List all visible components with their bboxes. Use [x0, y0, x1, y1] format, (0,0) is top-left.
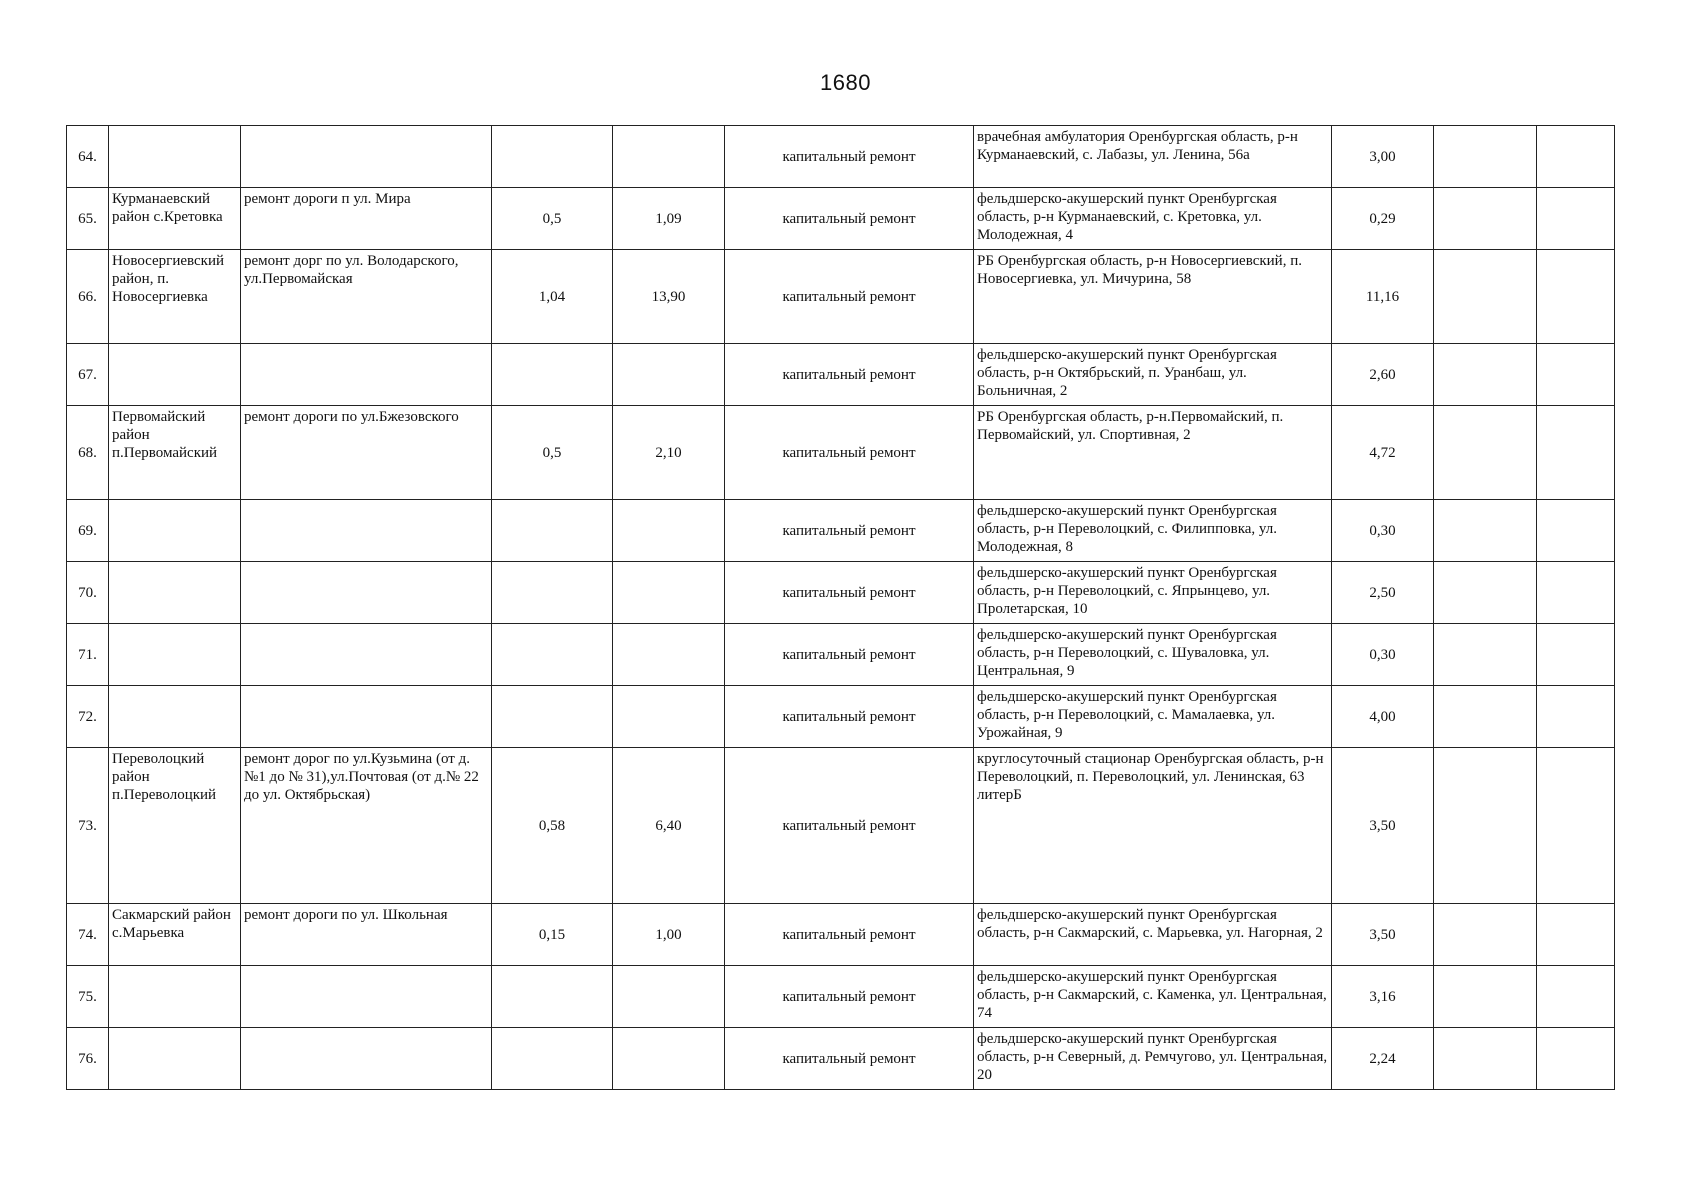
row-number: 76.: [67, 1028, 109, 1090]
cost-cell: [613, 686, 725, 748]
length-cell: [492, 966, 613, 1028]
row-number: 71.: [67, 624, 109, 686]
district-cell: [109, 1028, 241, 1090]
cost-cell: [613, 624, 725, 686]
cost-cell: 1,00: [613, 904, 725, 966]
empty-cell: [1434, 686, 1537, 748]
amount-cell: 4,72: [1332, 406, 1434, 500]
row-number: 66.: [67, 250, 109, 344]
district-cell: [109, 686, 241, 748]
road-works-cell: [241, 624, 492, 686]
empty-cell: [1537, 748, 1615, 904]
district-cell: [109, 126, 241, 188]
district-cell: Курманаевский район с.Кретовка: [109, 188, 241, 250]
district-cell: Новосергиевский район, п. Новосергиевка: [109, 250, 241, 344]
amount-cell: 3,16: [1332, 966, 1434, 1028]
empty-cell: [1434, 624, 1537, 686]
empty-cell: [1434, 500, 1537, 562]
work-type-cell: капитальный ремонт: [725, 126, 974, 188]
table-row: [67, 344, 1615, 406]
road-works-cell: ремонт дороги по ул.Бжезовского: [241, 406, 492, 500]
length-cell: [492, 344, 613, 406]
facility-address-cell: фельдшерско-акушерский пункт Оренбургская область, р-н Переволоцкий, с. Мамалаевка, ул. Урожайная, 9: [974, 686, 1332, 748]
road-works-cell: [241, 344, 492, 406]
empty-cell: [1537, 1028, 1615, 1090]
table-row: [67, 686, 1615, 748]
length-cell: 0,58: [492, 748, 613, 904]
cost-cell: 13,90: [613, 250, 725, 344]
cost-cell: 6,40: [613, 748, 725, 904]
district-cell: Сакмарский район с.Марьевка: [109, 904, 241, 966]
amount-cell: 3,00: [1332, 126, 1434, 188]
district-cell: Первомайский район п.Первомайский: [109, 406, 241, 500]
empty-cell: [1434, 250, 1537, 344]
table-row: [67, 250, 1615, 344]
road-works-cell: ремонт дорог по ул.Кузьмина (от д.№1 до № 31),ул.Почтовая (от д.№ 22 до ул. Октябрьская): [241, 748, 492, 904]
amount-cell: 0,30: [1332, 500, 1434, 562]
empty-cell: [1434, 562, 1537, 624]
cost-cell: [613, 1028, 725, 1090]
road-works-cell: ремонт дороги по ул. Школьная: [241, 904, 492, 966]
table-row: [67, 500, 1615, 562]
empty-cell: [1434, 1028, 1537, 1090]
district-cell: [109, 624, 241, 686]
empty-cell: [1434, 126, 1537, 188]
facility-address-cell: РБ Оренбургская область, р-н Новосергиевский, п. Новосергиевка, ул. Мичурина, 58: [974, 250, 1332, 344]
table-row: [67, 1028, 1615, 1090]
length-cell: [492, 126, 613, 188]
empty-cell: [1537, 904, 1615, 966]
district-cell: [109, 344, 241, 406]
amount-cell: 2,24: [1332, 1028, 1434, 1090]
table-row: [67, 966, 1615, 1028]
facility-address-cell: фельдшерско-акушерский пункт Оренбургская область, р-н Переволоцкий, с. Шуваловка, ул. Центральная, 9: [974, 624, 1332, 686]
empty-cell: [1537, 966, 1615, 1028]
row-number: 67.: [67, 344, 109, 406]
road-works-cell: [241, 1028, 492, 1090]
length-cell: 0,5: [492, 406, 613, 500]
cost-cell: [613, 126, 725, 188]
table-row: [67, 748, 1615, 904]
empty-cell: [1434, 748, 1537, 904]
cost-cell: 2,10: [613, 406, 725, 500]
empty-cell: [1434, 344, 1537, 406]
row-number: 68.: [67, 406, 109, 500]
facility-address-cell: фельдшерско-акушерский пункт Оренбургская область, р-н Сакмарский, с. Марьевка, ул. Нагорная, 2: [974, 904, 1332, 966]
table-row: [67, 904, 1615, 966]
district-cell: [109, 500, 241, 562]
amount-cell: 2,60: [1332, 344, 1434, 406]
district-cell: Переволоцкий район п.Переволоцкий: [109, 748, 241, 904]
cost-cell: [613, 344, 725, 406]
amount-cell: 4,00: [1332, 686, 1434, 748]
empty-cell: [1537, 624, 1615, 686]
registry-table: [66, 125, 1615, 1090]
road-works-cell: [241, 126, 492, 188]
road-works-cell: ремонт дорг по ул. Володарского, ул.Первомайская: [241, 250, 492, 344]
facility-address-cell: фельдшерско-акушерский пункт Оренбургская область, р-н Переволоцкий, с. Филипповка, ул. Молодежная, 8: [974, 500, 1332, 562]
row-number: 65.: [67, 188, 109, 250]
work-type-cell: капитальный ремонт: [725, 562, 974, 624]
empty-cell: [1434, 966, 1537, 1028]
row-number: 75.: [67, 966, 109, 1028]
row-number: 69.: [67, 500, 109, 562]
empty-cell: [1537, 406, 1615, 500]
table-row: [67, 188, 1615, 250]
row-number: 74.: [67, 904, 109, 966]
facility-address-cell: фельдшерско-акушерский пункт Оренбургская область, р-н Сакмарский, с. Каменка, ул. Центральная, 74: [974, 966, 1332, 1028]
road-works-cell: ремонт дороги п ул. Мира: [241, 188, 492, 250]
empty-cell: [1434, 188, 1537, 250]
length-cell: [492, 500, 613, 562]
table-row: [67, 406, 1615, 500]
work-type-cell: капитальный ремонт: [725, 344, 974, 406]
length-cell: 1,04: [492, 250, 613, 344]
district-cell: [109, 562, 241, 624]
facility-address-cell: фельдшерско-акушерский пункт Оренбургская область, р-н Северный, д. Ремчугово, ул. Центральная, 20: [974, 1028, 1332, 1090]
amount-cell: 11,16: [1332, 250, 1434, 344]
road-works-cell: [241, 500, 492, 562]
facility-address-cell: фельдшерско-акушерский пункт Оренбургская область, р-н Курманаевский, с. Кретовка, ул. Молодежная, 4: [974, 188, 1332, 250]
empty-cell: [1434, 904, 1537, 966]
work-type-cell: капитальный ремонт: [725, 500, 974, 562]
cost-cell: 1,09: [613, 188, 725, 250]
length-cell: [492, 624, 613, 686]
amount-cell: 0,29: [1332, 188, 1434, 250]
road-works-cell: [241, 562, 492, 624]
work-type-cell: капитальный ремонт: [725, 748, 974, 904]
empty-cell: [1537, 250, 1615, 344]
length-cell: [492, 1028, 613, 1090]
length-cell: 0,5: [492, 188, 613, 250]
cost-cell: [613, 966, 725, 1028]
work-type-cell: капитальный ремонт: [725, 624, 974, 686]
district-cell: [109, 966, 241, 1028]
facility-address-cell: РБ Оренбургская область, р-н.Первомайский, п. Первомайский, ул. Спортивная, 2: [974, 406, 1332, 500]
facility-address-cell: фельдшерско-акушерский пункт Оренбургская область, р-н Переволоцкий, с. Япрынцево, ул. Пролетарская, 10: [974, 562, 1332, 624]
length-cell: [492, 686, 613, 748]
table-row: [67, 624, 1615, 686]
empty-cell: [1537, 500, 1615, 562]
work-type-cell: капитальный ремонт: [725, 966, 974, 1028]
amount-cell: 3,50: [1332, 748, 1434, 904]
table-body: [67, 126, 1615, 1090]
empty-cell: [1537, 686, 1615, 748]
table-row: [67, 126, 1615, 188]
facility-address-cell: круглосуточный стационар Оренбургская область, р-н Переволоцкий, п. Переволоцкий, ул. Ленинская, 63 литерБ: [974, 748, 1332, 904]
work-type-cell: капитальный ремонт: [725, 406, 974, 500]
work-type-cell: капитальный ремонт: [725, 686, 974, 748]
empty-cell: [1537, 344, 1615, 406]
facility-address-cell: врачебная амбулатория Оренбургская область, р-н Курманаевский, с. Лабазы, ул. Ленина, 56а: [974, 126, 1332, 188]
cost-cell: [613, 562, 725, 624]
road-works-cell: [241, 966, 492, 1028]
cost-cell: [613, 500, 725, 562]
work-type-cell: капитальный ремонт: [725, 1028, 974, 1090]
row-number: 64.: [67, 126, 109, 188]
row-number: 73.: [67, 748, 109, 904]
empty-cell: [1537, 188, 1615, 250]
amount-cell: 3,50: [1332, 904, 1434, 966]
page-number: 1680: [820, 70, 871, 95]
table-row: [67, 562, 1615, 624]
work-type-cell: капитальный ремонт: [725, 250, 974, 344]
amount-cell: 2,50: [1332, 562, 1434, 624]
empty-cell: [1434, 406, 1537, 500]
work-type-cell: капитальный ремонт: [725, 188, 974, 250]
length-cell: 0,15: [492, 904, 613, 966]
empty-cell: [1537, 562, 1615, 624]
empty-cell: [1537, 126, 1615, 188]
row-number: 70.: [67, 562, 109, 624]
length-cell: [492, 562, 613, 624]
row-number: 72.: [67, 686, 109, 748]
road-works-cell: [241, 686, 492, 748]
work-type-cell: капитальный ремонт: [725, 904, 974, 966]
facility-address-cell: фельдшерско-акушерский пункт Оренбургская область, р-н Октябрьский, п. Уранбаш, ул. Больничная, 2: [974, 344, 1332, 406]
amount-cell: 0,30: [1332, 624, 1434, 686]
